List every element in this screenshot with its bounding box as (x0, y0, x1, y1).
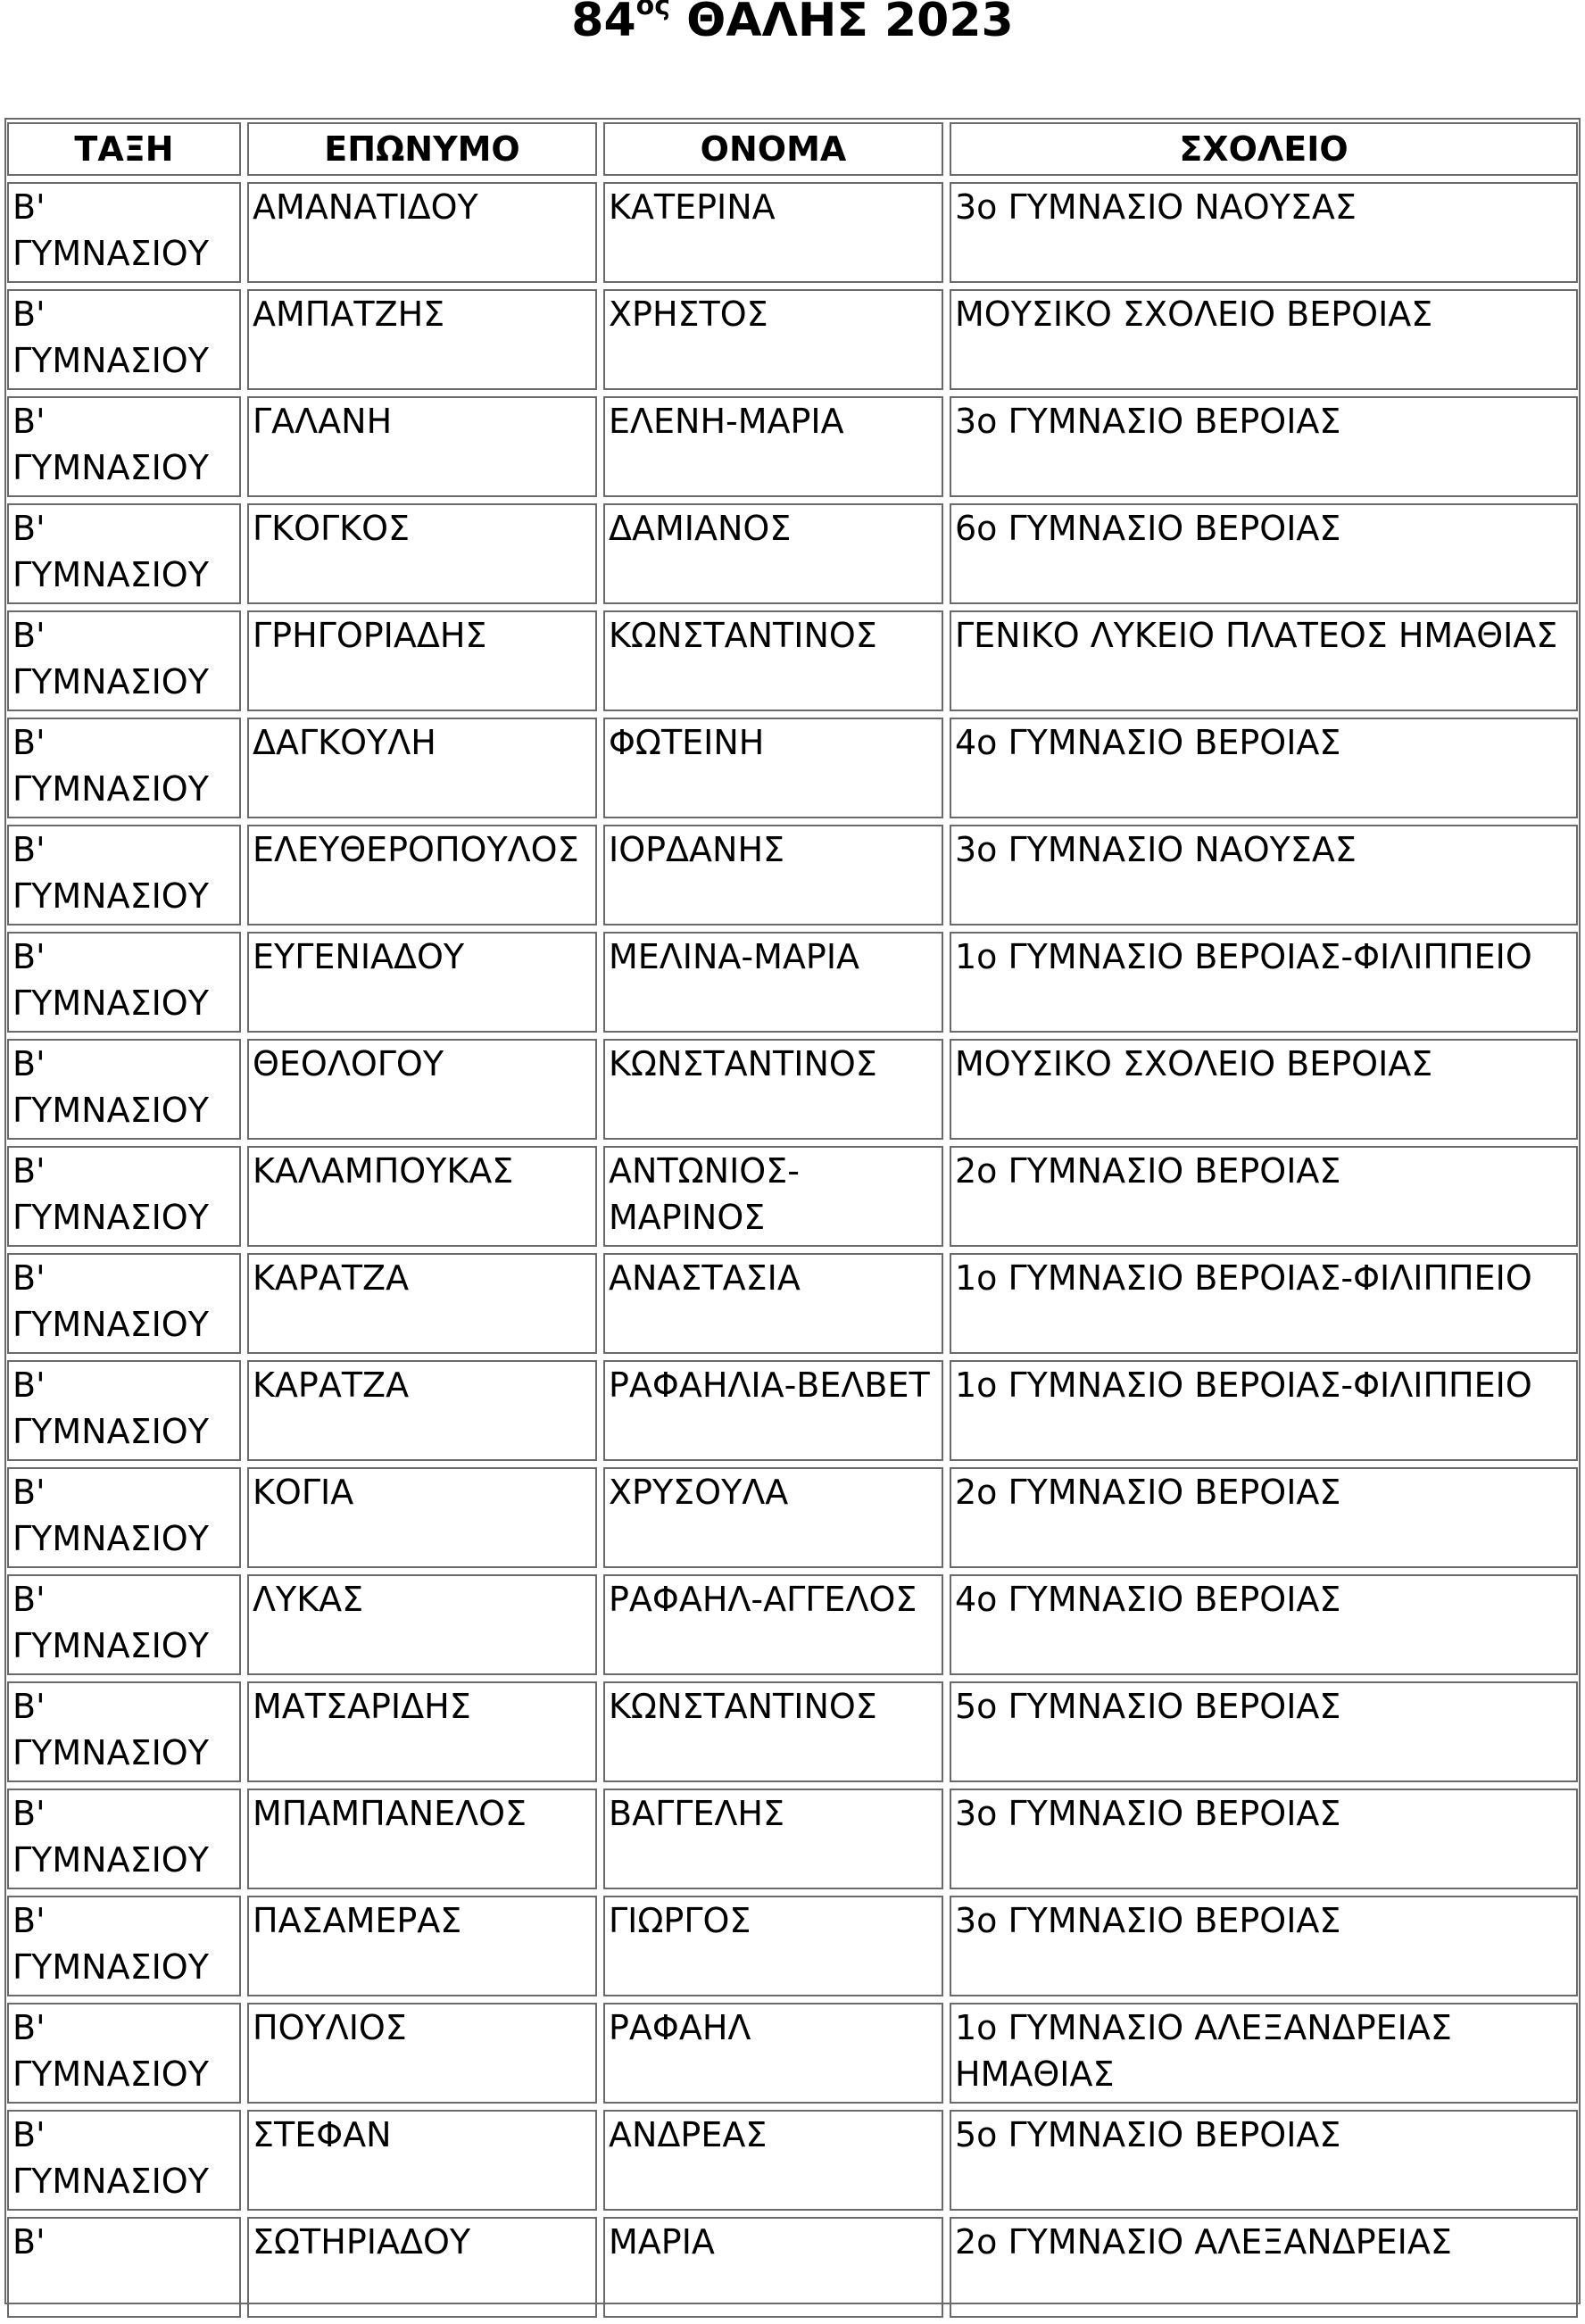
cell-surname: ΚΑΡΑΤΖΑ (247, 1253, 597, 1354)
table-row (7, 1574, 1578, 1675)
cell-school: 1ο ΓΥΜΝΑΣΙΟ ΒΕΡΟΙΑΣ-ΦΙΛΙΠΠΕΙΟ (950, 1360, 1578, 1461)
table-row (7, 2217, 1578, 2318)
cell-surname: ΔΑΓΚΟΥΛΗ (247, 718, 597, 818)
cell-first-name: ΡΑΦΑΗΛ-ΑΓΓΕΛΟΣ (603, 1574, 943, 1675)
table-row (7, 932, 1578, 1033)
table-row (7, 1789, 1578, 1889)
cell-school: 6ο ΓΥΜΝΑΣΙΟ ΒΕΡΟΙΑΣ (950, 503, 1578, 604)
cell-class: Β' (7, 2217, 241, 2318)
cell-first-name: ΑΝΤΩΝΙΟΣ-ΜΑΡΙΝΟΣ (603, 1146, 943, 1247)
cell-school: 1ο ΓΥΜΝΑΣΙΟ ΒΕΡΟΙΑΣ-ΦΙΛΙΠΠΕΙΟ (950, 932, 1578, 1033)
table-row (7, 1467, 1578, 1568)
cell-school: 4ο ΓΥΜΝΑΣΙΟ ΒΕΡΟΙΑΣ (950, 1574, 1578, 1675)
page-title (0, 0, 1585, 52)
cell-first-name: ΑΝΑΣΤΑΣΙΑ (603, 1253, 943, 1354)
cell-surname: ΕΥΓΕΝΙΑΔΟΥ (247, 932, 597, 1033)
cell-school: 1ο ΓΥΜΝΑΣΙΟ ΒΕΡΟΙΑΣ-ΦΙΛΙΠΠΕΙΟ (950, 1253, 1578, 1354)
cell-first-name: ΕΛΕΝΗ-ΜΑΡΙΑ (603, 396, 943, 497)
cell-school: 5ο ΓΥΜΝΑΣΙΟ ΒΕΡΟΙΑΣ (950, 1681, 1578, 1782)
table-row (7, 1896, 1578, 1996)
cell-school: 2ο ΓΥΜΝΑΣΙΟ ΒΕΡΟΙΑΣ (950, 1146, 1578, 1247)
header-surname: ΕΠΩΝΥΜΟ (247, 122, 597, 176)
table-row (7, 718, 1578, 818)
cell-surname: ΣΤΕΦΑΝ (247, 2110, 597, 2211)
cell-class: Β' ΓΥΜΝΑΣΙΟΥ (7, 825, 241, 925)
cell-class: Β' ΓΥΜΝΑΣΙΟΥ (7, 2110, 241, 2211)
table-row (7, 182, 1578, 283)
cell-class: Β' ΓΥΜΝΑΣΙΟΥ (7, 932, 241, 1033)
cell-surname: ΚΑΡΑΤΖΑ (247, 1360, 597, 1461)
cell-first-name: ΚΩΝΣΤΑΝΤΙΝΟΣ (603, 1039, 943, 1140)
cell-first-name: ΧΡΗΣΤΟΣ (603, 289, 943, 390)
cell-class: Β' ΓΥΜΝΑΣΙΟΥ (7, 1574, 241, 1675)
cell-class: Β' ΓΥΜΝΑΣΙΟΥ (7, 1789, 241, 1889)
cell-first-name: ΦΩΤΕΙΝΗ (603, 718, 943, 818)
cell-first-name: ΒΑΓΓΕΛΗΣ (603, 1789, 943, 1889)
cell-first-name: ΚΩΝΣΤΑΝΤΙΝΟΣ (603, 1681, 943, 1782)
table-row (7, 1253, 1578, 1354)
cell-class: Β' ΓΥΜΝΑΣΙΟΥ (7, 1039, 241, 1140)
table-row (7, 825, 1578, 925)
cell-first-name: ΧΡΥΣΟΥΛΑ (603, 1467, 943, 1568)
cell-class: Β' ΓΥΜΝΑΣΙΟΥ (7, 1681, 241, 1782)
cell-school: 3ο ΓΥΜΝΑΣΙΟ ΝΑΟΥΣΑΣ (950, 182, 1578, 283)
cell-class: Β' ΓΥΜΝΑΣΙΟΥ (7, 1253, 241, 1354)
cell-school: ΜΟΥΣΙΚΟ ΣΧΟΛΕΙΟ ΒΕΡΟΙΑΣ (950, 1039, 1578, 1140)
header-class: ΤΑΞΗ (7, 122, 241, 176)
cell-surname: ΜΠΑΜΠΑΝΕΛΟΣ (247, 1789, 597, 1889)
participants-table (1, 116, 1584, 2324)
cell-surname: ΛΥΚΑΣ (247, 1574, 597, 1675)
cell-class: Β' ΓΥΜΝΑΣΙΟΥ (7, 503, 241, 604)
cell-first-name: ΓΙΩΡΓΟΣ (603, 1896, 943, 1996)
cell-school: 3ο ΓΥΜΝΑΣΙΟ ΒΕΡΟΙΑΣ (950, 1896, 1578, 1996)
table-header (7, 122, 1578, 176)
cell-school: 3ο ΓΥΜΝΑΣΙΟ ΝΑΟΥΣΑΣ (950, 825, 1578, 925)
cell-school: 4ο ΓΥΜΝΑΣΙΟ ΒΕΡΟΙΑΣ (950, 718, 1578, 818)
cell-school: 3ο ΓΥΜΝΑΣΙΟ ΒΕΡΟΙΑΣ (950, 396, 1578, 497)
cell-first-name: ΡΑΦΑΗΛ (603, 2003, 943, 2104)
cell-school: ΜΟΥΣΙΚΟ ΣΧΟΛΕΙΟ ΒΕΡΟΙΑΣ (950, 289, 1578, 390)
cell-first-name: ΑΝΔΡΕΑΣ (603, 2110, 943, 2211)
cell-school: 1ο ΓΥΜΝΑΣΙΟ ΑΛΕΞΑΝΔΡΕΙΑΣ ΗΜΑΘΙΑΣ (950, 2003, 1578, 2104)
title-number: 84 (571, 0, 636, 47)
cell-school: 5ο ΓΥΜΝΑΣΙΟ ΒΕΡΟΙΑΣ (950, 2110, 1578, 2211)
cell-surname: ΓΡΗΓΟΡΙΑΔΗΣ (247, 610, 597, 711)
cell-class: Β' ΓΥΜΝΑΣΙΟΥ (7, 1146, 241, 1247)
cell-school: 2ο ΓΥΜΝΑΣΙΟ ΒΕΡΟΙΑΣ (950, 1467, 1578, 1568)
table-row (7, 396, 1578, 497)
cell-class: Β' ΓΥΜΝΑΣΙΟΥ (7, 1360, 241, 1461)
cell-surname: ΣΩΤΗΡΙΑΔΟΥ (247, 2217, 597, 2318)
cell-school: ΓΕΝΙΚΟ ΛΥΚΕΙΟ ΠΛΑΤΕΟΣ ΗΜΑΘΙΑΣ (950, 610, 1578, 711)
title-ordinal-suffix: ος (635, 0, 671, 21)
cell-surname: ΚΟΓΙΑ (247, 1467, 597, 1568)
cell-surname: ΚΑΛΑΜΠΟΥΚΑΣ (247, 1146, 597, 1247)
cell-surname: ΘΕΟΛΟΓΟΥ (247, 1039, 597, 1140)
cell-first-name: ΚΑΤΕΡΙΝΑ (603, 182, 943, 283)
cell-class: Β' ΓΥΜΝΑΣΙΟΥ (7, 1467, 241, 1568)
table-row (7, 2110, 1578, 2211)
table-row (7, 1360, 1578, 1461)
cell-surname: ΑΜΠΑΤΖΗΣ (247, 289, 597, 390)
cell-class: Β' ΓΥΜΝΑΣΙΟΥ (7, 718, 241, 818)
title-rest: ΘΑΛΗΣ 2023 (670, 0, 1014, 47)
cell-first-name: ΡΑΦΑΗΛΙΑ-ΒΕΛΒΕΤ (603, 1360, 943, 1461)
cell-surname: ΓΑΛΑΝΗ (247, 396, 597, 497)
table-body (7, 182, 1578, 2318)
table-row (7, 1146, 1578, 1247)
cell-surname: ΑΜΑΝΑΤΙΔΟΥ (247, 182, 597, 283)
cell-school: 3ο ΓΥΜΝΑΣΙΟ ΒΕΡΟΙΑΣ (950, 1789, 1578, 1889)
cell-class: Β' ΓΥΜΝΑΣΙΟΥ (7, 182, 241, 283)
cell-surname: ΓΚΟΓΚΟΣ (247, 503, 597, 604)
cell-surname: ΜΑΤΣΑΡΙΔΗΣ (247, 1681, 597, 1782)
cell-class: Β' ΓΥΜΝΑΣΙΟΥ (7, 2003, 241, 2104)
header-school: ΣΧΟΛΕΙΟ (950, 122, 1578, 176)
table-row (7, 503, 1578, 604)
cell-surname: ΠΑΣΑΜΕΡΑΣ (247, 1896, 597, 1996)
cell-school: 2ο ΓΥΜΝΑΣΙΟ ΑΛΕΞΑΝΔΡΕΙΑΣ (950, 2217, 1578, 2318)
cell-first-name: ΚΩΝΣΤΑΝΤΙΝΟΣ (603, 610, 943, 711)
cell-first-name: ΜΕΛΙΝΑ-ΜΑΡΙΑ (603, 932, 943, 1033)
cell-surname: ΕΛΕΥΘΕΡΟΠΟΥΛΟΣ (247, 825, 597, 925)
table-row (7, 1039, 1578, 1140)
table-row (7, 289, 1578, 390)
cell-first-name: ΜΑΡΙΑ (603, 2217, 943, 2318)
header-row (7, 122, 1578, 176)
cell-class: Β' ΓΥΜΝΑΣΙΟΥ (7, 289, 241, 390)
header-first-name: ΟΝΟΜΑ (603, 122, 943, 176)
cell-class: Β' ΓΥΜΝΑΣΙΟΥ (7, 1896, 241, 1996)
table-row (7, 1681, 1578, 1782)
cell-first-name: ΔΑΜΙΑΝΟΣ (603, 503, 943, 604)
cell-first-name: ΙΟΡΔΑΝΗΣ (603, 825, 943, 925)
cell-class: Β' ΓΥΜΝΑΣΙΟΥ (7, 610, 241, 711)
cell-class: Β' ΓΥΜΝΑΣΙΟΥ (7, 396, 241, 497)
cell-surname: ΠΟΥΛΙΟΣ (247, 2003, 597, 2104)
table-row (7, 610, 1578, 711)
table-row (7, 2003, 1578, 2104)
